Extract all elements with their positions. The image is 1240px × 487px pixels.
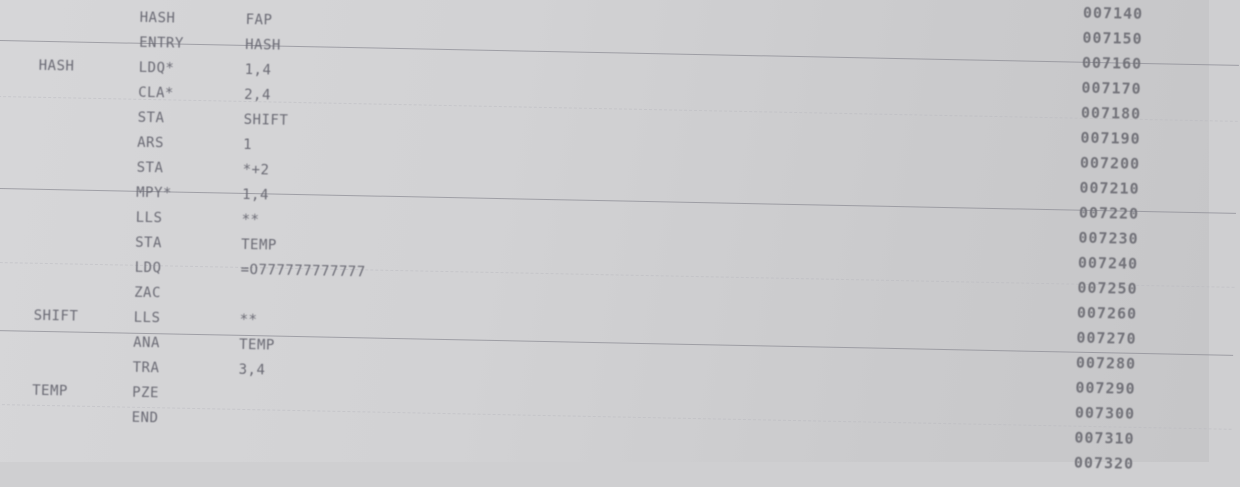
operand-field: 1,4 bbox=[244, 61, 272, 79]
sequence-number: 007270 bbox=[1076, 328, 1137, 348]
operand-field: ** bbox=[239, 311, 258, 329]
operand-field: TEMP bbox=[240, 236, 278, 254]
operand-field: SHIFT bbox=[243, 111, 289, 129]
sequence-number: 007310 bbox=[1074, 428, 1135, 448]
opcode-field: HASH bbox=[139, 9, 176, 27]
opcode-field: LDQ bbox=[134, 259, 162, 277]
opcode-field: STA bbox=[136, 159, 164, 177]
operand-field: 1,4 bbox=[241, 186, 270, 204]
sequence-number: 007240 bbox=[1077, 253, 1139, 273]
operand-field: *+2 bbox=[242, 161, 270, 179]
operand-field: 3,4 bbox=[238, 361, 266, 379]
sequence-number: 007210 bbox=[1079, 178, 1140, 198]
operand-field: =O777777777777 bbox=[240, 261, 366, 281]
operand-field: TEMP bbox=[238, 336, 275, 354]
label-field: SHIFT bbox=[33, 307, 79, 325]
opcode-field: MPY* bbox=[135, 184, 173, 202]
sequence-number: 007180 bbox=[1080, 103, 1142, 123]
opcode-field: PZE bbox=[131, 384, 160, 402]
sequence-number: 007140 bbox=[1082, 3, 1144, 23]
sequence-number: 007250 bbox=[1077, 278, 1138, 298]
sequence-number: 007160 bbox=[1081, 53, 1143, 73]
sequence-number: 007200 bbox=[1079, 153, 1141, 173]
sequence-number: 007150 bbox=[1082, 28, 1143, 48]
opcode-field: ENTRY bbox=[139, 34, 184, 52]
sequence-number: 007190 bbox=[1080, 128, 1141, 148]
sequence-number: 007220 bbox=[1078, 203, 1140, 223]
operand-field: 2,4 bbox=[243, 86, 272, 104]
sequence-number: 007300 bbox=[1074, 403, 1136, 423]
sequence-number: 007230 bbox=[1078, 228, 1139, 248]
label-field: TEMP bbox=[32, 382, 69, 400]
operand-field: FAP bbox=[245, 11, 273, 29]
opcode-field: STA bbox=[137, 109, 165, 127]
sequence-number: 007260 bbox=[1076, 303, 1138, 323]
sequence-number: 007280 bbox=[1075, 353, 1137, 373]
opcode-field: TRA bbox=[132, 359, 160, 377]
sequence-number: 007290 bbox=[1075, 378, 1136, 398]
sequence-number: 007170 bbox=[1081, 78, 1142, 98]
label-field: HASH bbox=[38, 57, 75, 75]
opcode-field: END bbox=[131, 409, 159, 427]
opcode-field: CLA* bbox=[138, 84, 175, 102]
sequence-number: 007320 bbox=[1073, 453, 1135, 473]
opcode-field: LLS bbox=[133, 309, 161, 327]
opcode-field: ZAC bbox=[133, 284, 162, 302]
opcode-field: STA bbox=[134, 234, 163, 252]
operand-field: HASH bbox=[244, 36, 282, 54]
opcode-field: LLS bbox=[135, 209, 163, 227]
opcode-field: ARS bbox=[137, 134, 165, 152]
opcode-field: LDQ* bbox=[138, 59, 175, 77]
operand-field: ** bbox=[241, 211, 260, 229]
opcode-field: ANA bbox=[132, 334, 161, 352]
operand-field: 1 bbox=[242, 136, 253, 154]
